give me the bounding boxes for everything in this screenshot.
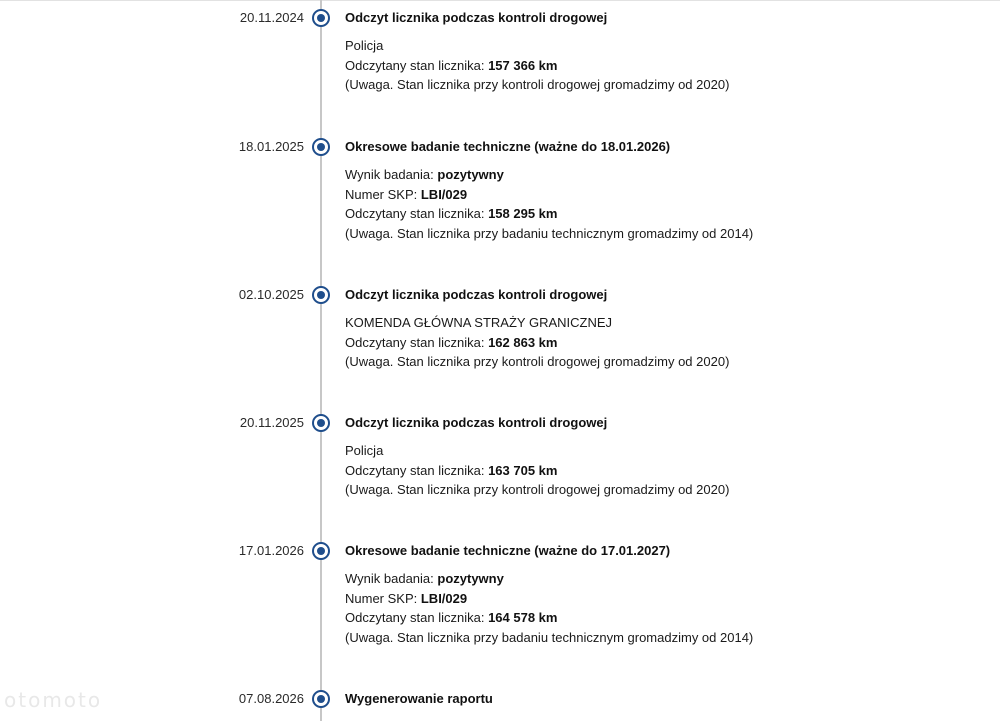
event-title: Wygenerowanie raportu [345,691,493,706]
detail-value: LBI/029 [420,186,468,202]
detail-label: Numer SKP: [345,186,421,202]
event-title: Odczyt licznika podczas kontroli drogowej [345,415,608,430]
event-detail-line [345,441,729,461]
detail-label: Wynik badania: [345,167,438,182]
event-detail-line [345,56,729,76]
event-details [345,165,753,243]
event-date: 17.01.2026 [238,543,304,558]
event-detail-line [345,224,753,244]
event-date: 07.08.2026 [238,691,304,706]
detail-label: Odczytany stan licznika: [345,610,489,625]
event-detail-line [345,628,753,648]
timeline-line [320,0,322,721]
event-title: Okresowe badanie techniczne (ważne do 17.01.2027) [345,543,671,558]
detail-label: Wynik badania: [345,571,438,586]
detail-label: Odczytany stan licznika: [345,462,489,478]
detail-label: (Uwaga. Stan licznika przy badaniu technicznym gromadzimy od 2014) [345,629,754,645]
detail-label: Odczytany stan licznika: [345,334,489,350]
detail-label: Policja [345,38,384,53]
detail-value: LBI/029 [420,590,468,606]
event-detail-line [345,608,753,628]
event-detail-line [345,480,729,500]
detail-label: Odczytany stan licznika: [345,57,489,73]
detail-value: pozytywny [437,571,504,586]
event-date: 02.10.2025 [238,287,304,302]
event-detail-line [345,589,753,609]
top-divider [0,0,1000,1]
event-detail-line [345,461,729,481]
event-detail-line [345,333,729,353]
detail-label: (Uwaga. Stan licznika przy kontroli drogowej gromadzimy od 2020) [345,77,730,92]
timeline-dot-icon [312,286,330,304]
event-title: Odczyt licznika podczas kontroli drogowej [345,287,608,302]
detail-label: (Uwaga. Stan licznika przy kontroli drogowej gromadzimy od 2020) [345,482,730,497]
event-date: 20.11.2025 [239,415,304,430]
detail-label: Policja [345,443,384,458]
detail-label: KOMENDA GŁÓWNA STRAŻY GRANICZNEJ [345,315,613,330]
event-detail-line [345,313,729,333]
watermark-logo: otomoto [4,688,103,712]
detail-label: Numer SKP: [345,590,421,606]
detail-label: (Uwaga. Stan licznika przy badaniu technicznym gromadzimy od 2014) [345,225,754,241]
timeline-dot-icon [312,138,330,156]
detail-value: 163 705 km [488,462,558,478]
event-date: 18.01.2025 [238,139,304,154]
timeline-dot-icon [312,690,330,708]
event-detail-line [345,352,729,372]
event-details [345,36,729,95]
event-detail-line [345,165,753,185]
timeline-dot-icon [312,414,330,432]
event-title: Okresowe badanie techniczne (ważne do 18.01.2026) [345,139,671,154]
timeline-dot-icon [312,542,330,560]
detail-value: 157 366 km [488,57,558,73]
event-date: 20.11.2024 [239,10,304,25]
detail-label: Odczytany stan licznika: [345,206,489,221]
event-title: Odczyt licznika podczas kontroli drogowej [345,10,608,25]
detail-value: 162 863 km [488,334,558,350]
event-detail-line [345,569,753,589]
detail-value: 164 578 km [488,610,558,625]
detail-value: pozytywny [437,167,504,182]
event-details [345,313,729,372]
event-detail-line [345,75,729,95]
event-details [345,569,753,647]
event-detail-line [345,204,753,224]
detail-label: (Uwaga. Stan licznika przy kontroli drogowej gromadzimy od 2020) [345,354,730,369]
event-detail-line [345,36,729,56]
timeline-dot-icon [312,9,330,27]
event-details [345,441,729,500]
detail-value: 158 295 km [488,206,558,221]
event-detail-line [345,185,753,205]
